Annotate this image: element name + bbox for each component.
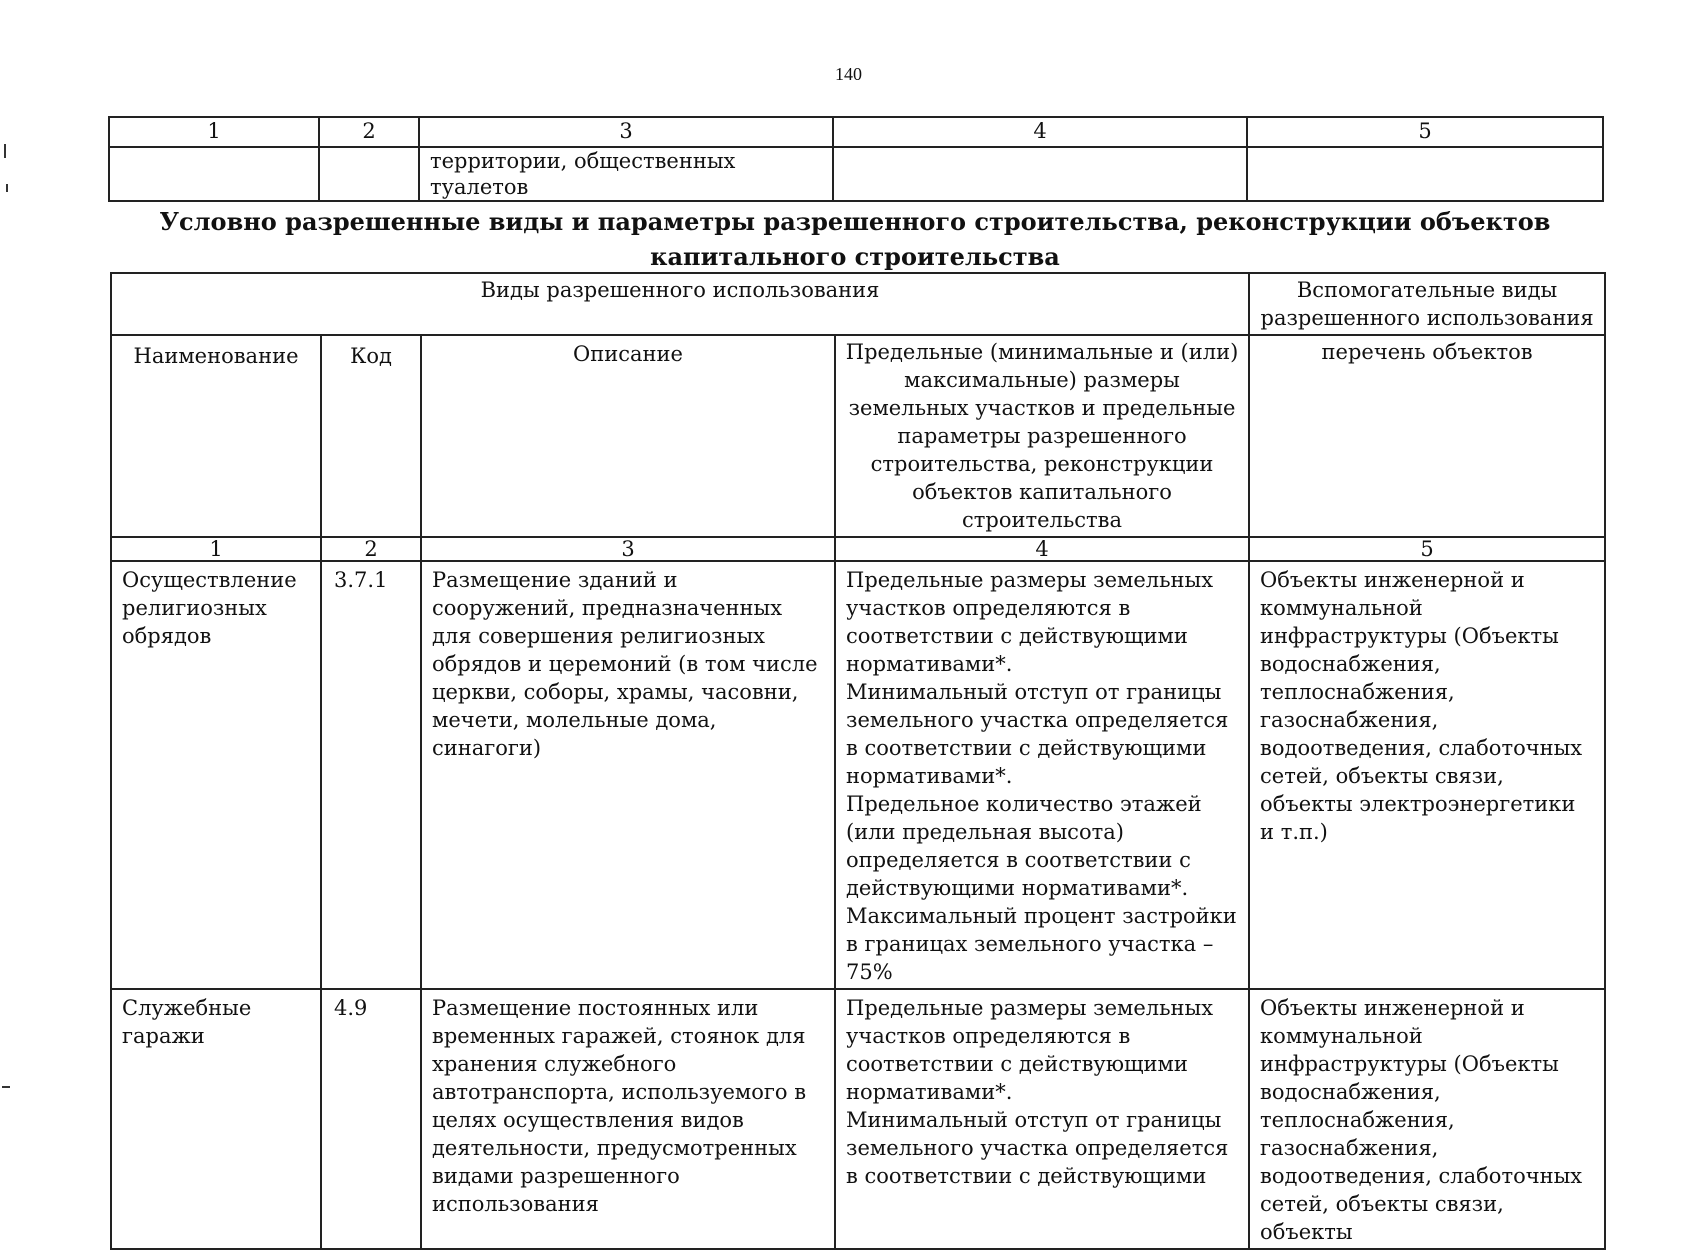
parameter-line: Минимальный отступ от границы земельного участка определяется в соответствии с действующими: [846, 1108, 1229, 1188]
aux-objects: Объекты инженерной и коммунальной инфраструктуры (Объекты водоснабжения, теплоснабжения, газоснабжения, водоотведения, слаботочных сетей, объекты связи, объекты электроэнергетики и т.п.): [1249, 561, 1605, 989]
permitted-uses-table: [110, 272, 1606, 1250]
section-title: Условно разрешенные виды и параметры разрешенного строительства, реконструкции объектов капитального строительства: [159, 207, 1551, 271]
use-code: 3.7.1: [321, 561, 421, 989]
table-cell: [833, 147, 1247, 201]
page-number: 140: [835, 64, 862, 84]
column-header-params: Предельные (минимальные и (или) максимальные) размеры земельных участков и предельные параметры разрешенного строительства, реконструкции объектов капитального строительства: [835, 335, 1249, 537]
table-row: [111, 561, 1605, 989]
scan-margin-mark: [2, 1086, 10, 1088]
table-row: [109, 147, 1603, 201]
use-description: Размещение зданий и сооружений, предназначенных для совершения религиозных обрядов и церемоний (в том числе церкви, соборы, храмы, часовни, мечети, молельные дома, синагоги): [421, 561, 835, 989]
group-header: Виды разрешенного использования: [111, 273, 1249, 335]
column-number-3: 3: [419, 117, 833, 147]
column-number-2: 2: [319, 117, 419, 147]
column-number-1: 1: [111, 537, 321, 561]
column-header-code: Код: [321, 335, 421, 537]
table-header-row: [109, 117, 1603, 147]
parameter-line: Предельные размеры земельных участков определяются в соответствии с действующими нормативами*.: [846, 996, 1214, 1104]
table-row: [111, 989, 1605, 1249]
column-number-5: 5: [1249, 537, 1605, 561]
table-cell: территории, общественных туалетов: [419, 147, 833, 201]
use-name: Служебные гаражи: [111, 989, 321, 1249]
column-header-aux-list: перечень объектов: [1249, 335, 1605, 537]
aux-objects: Объекты инженерной и коммунальной инфраструктуры (Объекты водоснабжения, теплоснабжения, газоснабжения, водоотведения, слаботочных сетей, объекты связи, объекты: [1249, 989, 1605, 1249]
column-number-1: 1: [109, 117, 319, 147]
table-cell: [319, 147, 419, 201]
column-number-5: 5: [1247, 117, 1603, 147]
continuation-table: [108, 116, 1604, 202]
scan-margin-mark: [6, 184, 8, 192]
column-number-3: 3: [421, 537, 835, 561]
group-header-row: [111, 273, 1605, 335]
column-header-description: Описание: [421, 335, 835, 537]
parameter-line: Предельное количество этажей (или предельная высота) определяется в соответствии с действующими нормативами*.: [846, 792, 1202, 900]
column-number-4: 4: [833, 117, 1247, 147]
column-numbers-row: [111, 537, 1605, 561]
column-header-row: [111, 335, 1605, 537]
parameter-line: Минимальный отступ от границы земельного участка определяется в соответствии с действующими нормативами*.: [846, 680, 1229, 788]
column-header-name: Наименование: [111, 335, 321, 537]
column-number-2: 2: [321, 537, 421, 561]
use-code: 4.9: [321, 989, 421, 1249]
parameter-line: Предельные размеры земельных участков определяются в соответствии с действующими нормативами*.: [846, 568, 1214, 676]
use-description: Размещение постоянных или временных гаражей, стоянок для хранения служебного автотранспорта, используемого в целях осуществления видов деятельности, предусмотренных видами разрешенного использования: [421, 989, 835, 1249]
column-number-4: 4: [835, 537, 1249, 561]
scan-margin-mark: [4, 144, 6, 158]
parameter-line: Максимальный процент застройки в границах земельного участка – 75%: [846, 904, 1237, 984]
table-cell: [109, 147, 319, 201]
use-parameters: [835, 989, 1249, 1249]
table-cell: [1247, 147, 1603, 201]
aux-header: Вспомогательные виды разрешенного использования: [1249, 273, 1605, 335]
use-parameters: [835, 561, 1249, 989]
use-name: Осуществление религиозных обрядов: [111, 561, 321, 989]
